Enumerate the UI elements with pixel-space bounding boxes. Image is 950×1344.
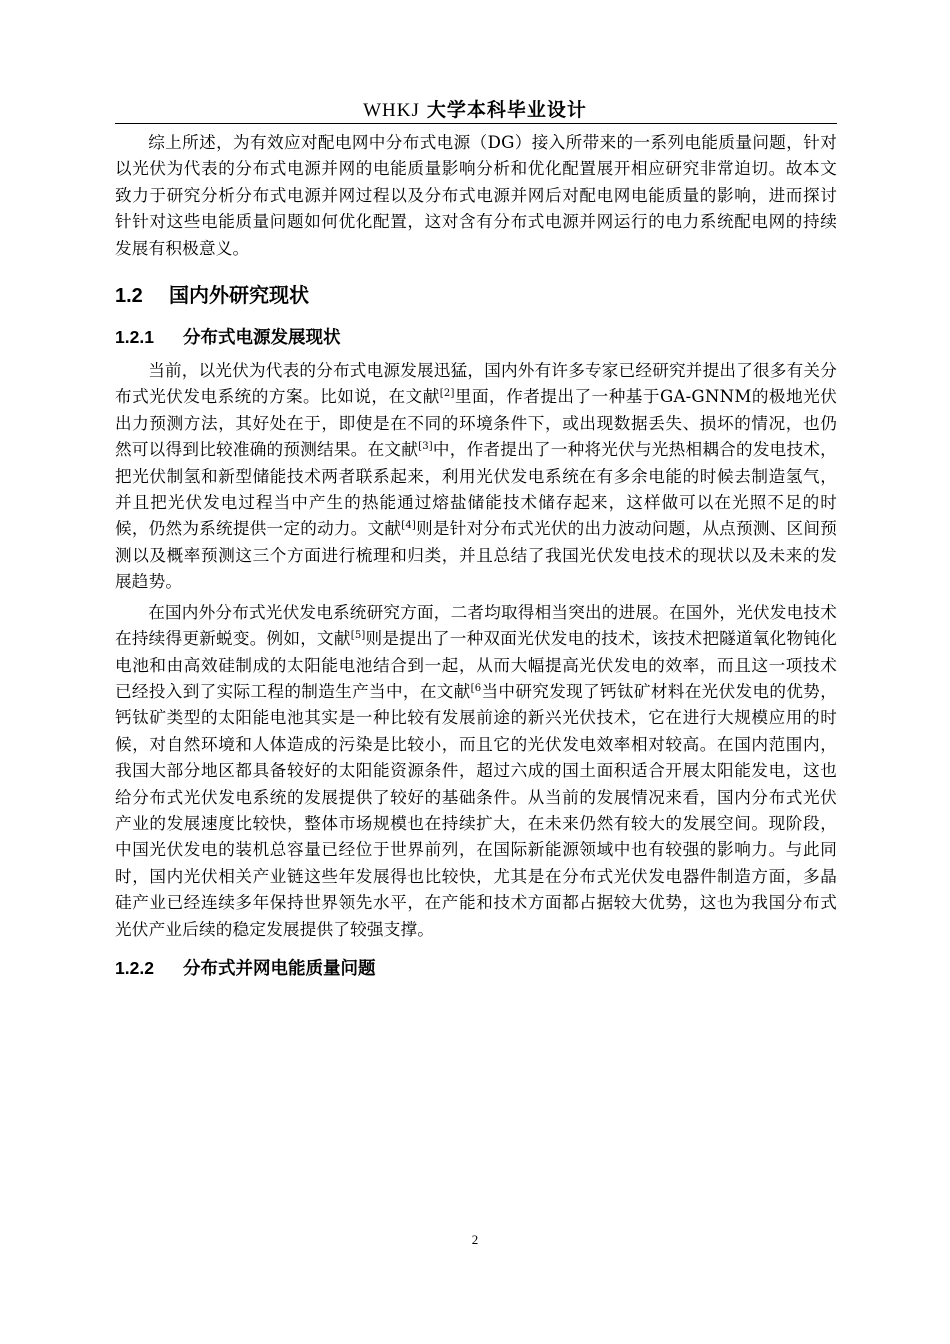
citation-ref: [3] <box>418 441 433 453</box>
paragraph-text: 中，作者提出了一种将光伏与光热相耦合的发电技术，把光伏制氢和新型储能技术两者联系起来，利用光伏发电系统在有多余电能的时候去制造氢气，并且把光伏发电过程当中产生的热能通过熔盐储能技术储存起来，这样做可以在光照不足的时候，仍然为系统提供一定的动力。文献 <box>115 440 837 539</box>
paragraph-text: 则是提出了一种双面光伏发电的技术，该技术把隧道氧化物钝化电池和由高效硅制成的太阳能电池结合到一起，从而大幅提高光伏发电的效率，而且这一项技术已经投入到了实际工程的制造生产当中，在文献 <box>115 629 837 701</box>
paragraph-text: 当中研究发现了钙钛矿材料在光伏发电的优势，钙钛矿类型的太阳能电池其实是一种比较有发展前途的新兴光伏技术，它在进行大规模应用的时候，对自然环境和人体造成的污染是比较小，而且它的光伏发电效率相对较高。在国内范围内，我国大部分地区都具备较好的太阳能资源条件，超过六成的国土面积适合开展太阳能发电，这也给分布式光伏发电系统的发展提供了较好的基础条件。从当前的发展情况来看，国内分布式光伏产业的发展速度比较快，整体市场规模也在持续扩大，在未来仍然有较大的发展空间。现阶段，中国光伏发电的装机总容量已经位于世界前列，在国际新能源领域中也有较强的影响力。与此同时，国内光伏相关产业链这些年发展得也比较快，尤其是在分布式光伏发电器件制造方面，多晶硅产业已经连续多年保持世界领先水平，在产能和技术方面都占据较大优势，这也为我国分布式光伏产业后续的稳定发展提供了较强支撑。 <box>115 681 838 939</box>
section-title: 国内外研究现状 <box>169 283 309 308</box>
page-number: 2 <box>471 1232 479 1247</box>
citation-ref: [6 <box>470 682 482 694</box>
intro-paragraph: 综上所述，为有效应对配电网中分布式电源（DG）接入所带来的一系列电能质量问题，针对以光伏为代表的分布式电源并网的电能质量影响分析和优化配置展开相应研究非常迫切。故本文致力于研究分析分布式电源并网过程以及分布式电源并网后对配电网电能质量的影响，进而探讨针针对这些电能质量问题如何优化配置，这对含有分布式电源并网运行的电力系统配电网的持续发展有积极意义。 <box>115 133 837 258</box>
paragraph-text: 当前，以光伏为代表的分布式电源发展迅猛，国内外有许多专家已经研究并提出了很多有关分布式光伏发电系统的方案。比如说，在文献 <box>115 361 837 407</box>
subsection-title: 分布式并网电能质量问题 <box>183 958 376 979</box>
body-paragraph-2 <box>115 600 837 943</box>
header-code: WHKJ <box>363 100 420 121</box>
subsection-heading-1-2-1 <box>115 322 837 352</box>
subsection-number: 1.2.2 <box>115 957 154 978</box>
subsection-title: 分布式电源发展现状 <box>183 328 341 349</box>
header-rule <box>115 123 837 124</box>
citation-ref: [4] <box>401 520 417 532</box>
citation-ref: [2] <box>439 388 455 400</box>
running-header <box>0 95 950 122</box>
section-heading-1-2 <box>115 278 837 312</box>
paragraph-text: 则是针对分布式光伏的出力波动问题，从点预测、区间预测以及概率预测这三个方面进行梳理和归类，并且总结了我国光伏发电技术的现状以及未来的发展趋势。 <box>115 519 837 592</box>
subsection-heading-1-2-2 <box>115 953 837 983</box>
body-paragraph-1 <box>115 358 837 596</box>
citation-ref: [5] <box>350 630 366 642</box>
page-content <box>115 130 837 989</box>
subsection-number: 1.2.1 <box>115 327 154 348</box>
paragraph-text: 里面，作者提出了一种基于GA-GNNM的极地光伏出力预测方法，其好处在于，即使是在不同的环境条件下，或出现数据丢失、损坏的情况，也仍然可以得到比较准确的预测结果。在文献 <box>115 387 837 460</box>
header-title: 大学本科毕业设计 <box>426 99 587 121</box>
section-number: 1.2 <box>115 285 143 308</box>
paragraph-text: 在国内外分布式光伏发电系统研究方面，二者均取得相当突出的进展。在国外，光伏发电技术在持续得更新蜕变。例如，文献 <box>115 602 837 649</box>
